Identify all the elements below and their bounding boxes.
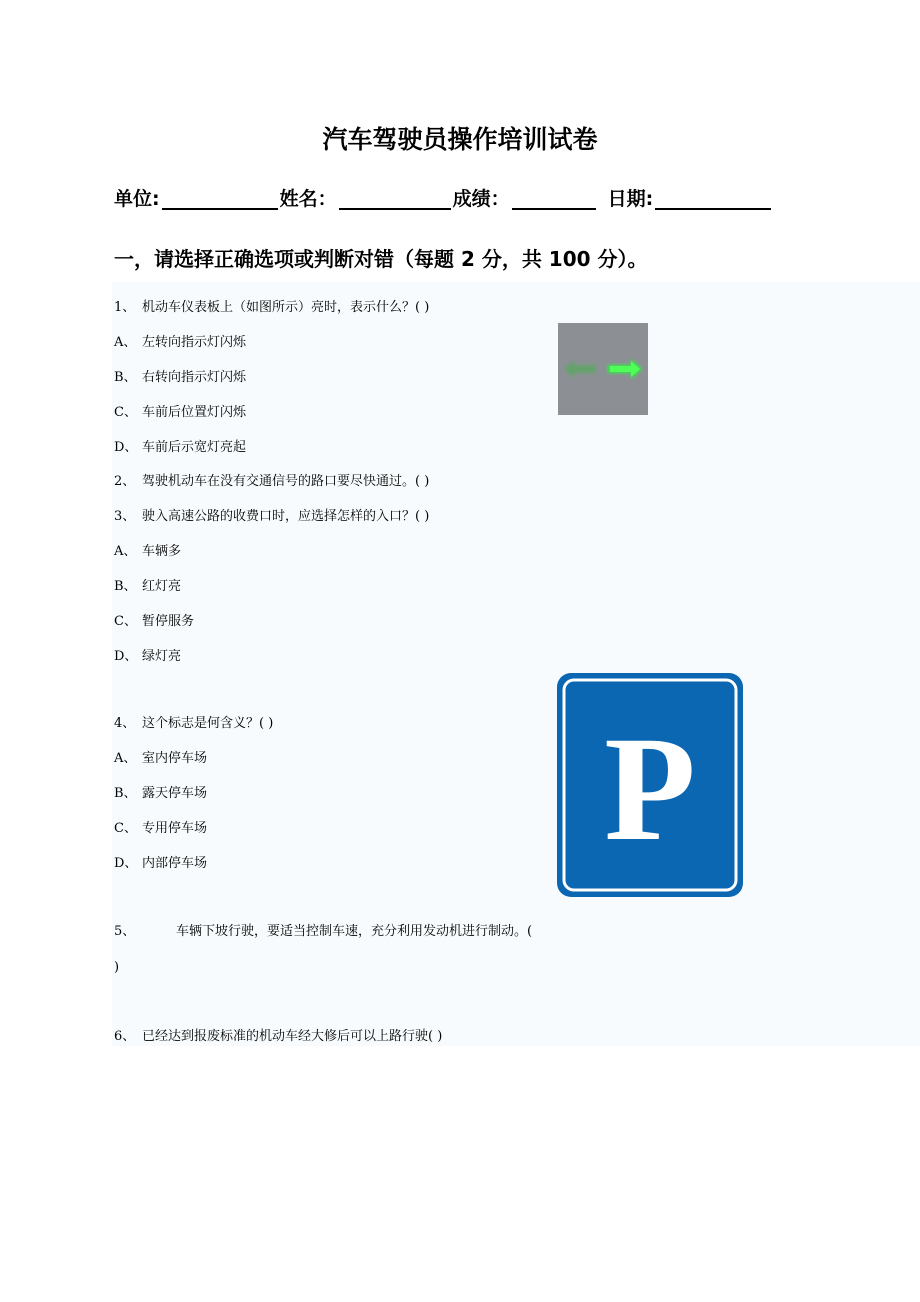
- option-text: 车前后示宽灯亮起: [142, 440, 247, 455]
- option-text: 红灯亮: [142, 579, 182, 594]
- option-letter: A、: [114, 544, 137, 559]
- option-3d[interactable]: [114, 647, 181, 667]
- option-letter: A、: [114, 751, 137, 766]
- turn-signal-arrows-icon: [558, 323, 648, 415]
- option-1c[interactable]: [114, 403, 246, 423]
- option-text: 左转向指示灯闪烁: [142, 335, 247, 350]
- unit-label: 单位:: [114, 188, 160, 210]
- score-blank[interactable]: [512, 184, 596, 210]
- question-4: [114, 714, 273, 734]
- unit-blank[interactable]: [162, 184, 278, 210]
- option-letter: D、: [114, 649, 138, 664]
- question-number: 1、: [114, 300, 136, 315]
- question-text-continuation: ): [114, 960, 120, 975]
- question-number: 2、: [114, 474, 136, 489]
- option-4d[interactable]: [114, 854, 207, 874]
- option-4a[interactable]: [114, 749, 207, 769]
- option-text: 右转向指示灯闪烁: [142, 370, 247, 385]
- date-label: 日期:: [607, 188, 654, 210]
- option-text: 室内停车场: [142, 751, 208, 766]
- question-5: [114, 922, 532, 942]
- question-3: [114, 507, 429, 527]
- option-3a[interactable]: [114, 542, 181, 562]
- question-number: 4、: [114, 716, 136, 731]
- name-label: 姓名：: [279, 188, 337, 210]
- parking-letter: P: [604, 706, 696, 872]
- option-text: 露天停车场: [142, 786, 208, 801]
- option-letter: C、: [114, 614, 137, 629]
- question-text: 已经达到报废标准的机动车经大修后可以上路行驶( ): [142, 1029, 443, 1044]
- question-text: 机动车仪表板上（如图所示）亮时，表示什么？( ): [142, 300, 430, 315]
- question-text: 车辆下坡行驶，要适当控制车速，充分利用发动机进行制动。(: [176, 924, 533, 939]
- option-text: 内部停车场: [142, 856, 208, 871]
- question-text: 驾驶机动车在没有交通信号的路口要尽快通过。( ): [142, 474, 430, 489]
- question-number: 6、: [114, 1029, 136, 1044]
- option-1a[interactable]: [114, 333, 246, 353]
- name-blank[interactable]: [339, 184, 451, 210]
- option-4c[interactable]: [114, 819, 207, 839]
- question-5-continuation: [114, 958, 119, 978]
- parking-sign-image: [557, 673, 743, 897]
- option-letter: C、: [114, 405, 137, 420]
- question-2: [114, 472, 429, 492]
- option-3b[interactable]: [114, 577, 181, 597]
- option-1d[interactable]: [114, 438, 246, 458]
- info-row: [114, 184, 773, 214]
- option-letter: C、: [114, 821, 137, 836]
- option-text: 绿灯亮: [142, 649, 182, 664]
- question-text: 这个标志是何含义？( ): [142, 716, 274, 731]
- option-4b[interactable]: [114, 784, 207, 804]
- score-label: 成绩：: [452, 188, 510, 210]
- option-text: 专用停车场: [142, 821, 208, 836]
- question-number: 3、: [114, 509, 136, 524]
- question-number: 5、: [114, 924, 136, 939]
- question-1: [114, 298, 429, 318]
- date-blank[interactable]: [655, 184, 771, 210]
- option-3c[interactable]: [114, 612, 194, 632]
- option-letter: A、: [114, 335, 137, 350]
- parking-sign-icon: [557, 673, 743, 897]
- question-text: 驶入高速公路的收费口时，应选择怎样的入口？( ): [142, 509, 430, 524]
- question-6: [114, 1027, 442, 1047]
- turn-signal-image: [558, 323, 648, 415]
- option-letter: B、: [114, 370, 137, 385]
- section-heading: 一，请选择正确选项或判断对错（每题 2 分，共 100 分）。: [114, 247, 648, 271]
- option-letter: B、: [114, 786, 137, 801]
- option-letter: D、: [114, 440, 138, 455]
- option-text: 车前后位置灯闪烁: [142, 405, 247, 420]
- option-letter: B、: [114, 579, 137, 594]
- option-text: 暂停服务: [142, 614, 195, 629]
- option-letter: D、: [114, 856, 138, 871]
- page-title: 汽车驾驶员操作培训试卷: [322, 125, 598, 154]
- option-text: 车辆多: [142, 544, 182, 559]
- option-1b[interactable]: [114, 368, 246, 388]
